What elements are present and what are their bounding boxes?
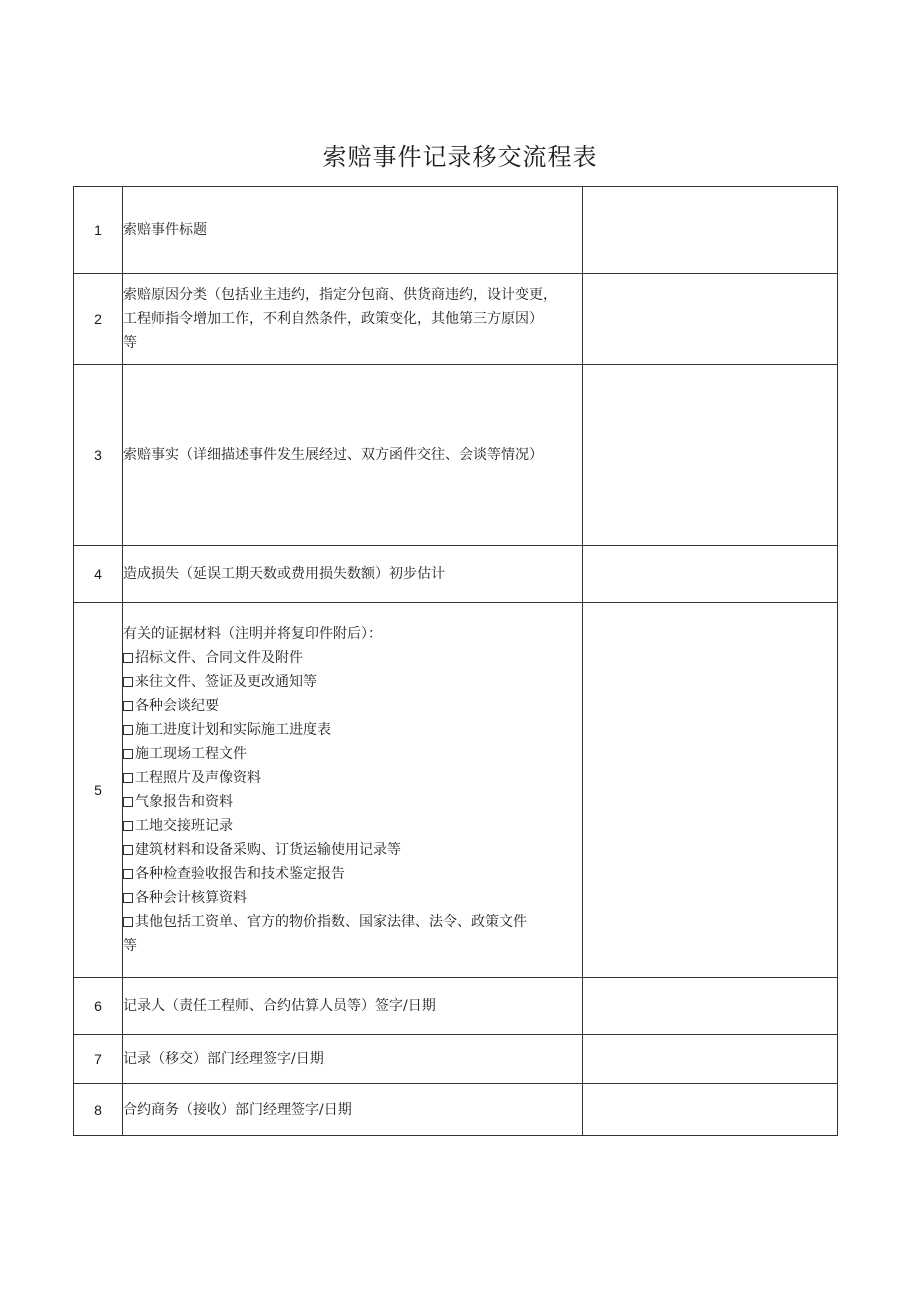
evidence-label: 各种会计核算资料 (135, 890, 247, 906)
evidence-item (123, 886, 582, 910)
row-number: 1 (74, 187, 123, 274)
table-row (74, 1084, 838, 1136)
item-text: 合约商务（接收）部门经理签字/日期 (123, 1101, 352, 1118)
evidence-item (123, 790, 582, 814)
evidence-item (123, 838, 582, 862)
checkbox[interactable] (123, 653, 133, 663)
evidence-label: 工地交接班记录 (135, 818, 233, 834)
value-field[interactable] (583, 187, 838, 274)
item-label (123, 274, 583, 365)
item-text: 索赔事件标题 (123, 222, 207, 238)
evidence-item (123, 694, 582, 718)
row-number: 5 (74, 603, 123, 978)
checkbox[interactable] (123, 917, 133, 927)
evidence-item (123, 910, 582, 934)
item-label (123, 978, 583, 1035)
item-text: 等 (123, 335, 137, 351)
table-row (74, 603, 838, 978)
checkbox[interactable] (123, 725, 133, 735)
record-table (73, 186, 838, 1136)
checkbox[interactable] (123, 845, 133, 855)
evidence-label: 施工进度计划和实际施工进度表 (135, 722, 331, 738)
table-row (74, 1035, 838, 1084)
evidence-label: 施工现场工程文件 (135, 746, 247, 762)
table-row (74, 365, 838, 546)
item-text: 记录人（责任工程师、合约估算人员等）签字/日期 (123, 998, 436, 1014)
evidence-heading: 有关的证据材料（注明并将复印件附后）： (123, 626, 382, 642)
evidence-item (123, 718, 582, 742)
checkbox[interactable] (123, 893, 133, 903)
evidence-item (123, 646, 582, 670)
evidence-item (123, 670, 582, 694)
checkbox[interactable] (123, 773, 133, 783)
evidence-list (123, 646, 582, 934)
row-number: 6 (74, 978, 123, 1035)
item-text: 索赔事实（详细描述事件发生展经过、双方函件交往、会谈等情况） (123, 447, 543, 463)
evidence-label: 气象报告和资料 (135, 794, 233, 810)
evidence-item (123, 766, 582, 790)
evidence-label: 招标文件、合同文件及附件 (135, 650, 303, 666)
value-field[interactable] (583, 1035, 838, 1084)
value-field[interactable] (583, 546, 838, 603)
item-label (123, 187, 583, 274)
evidence-item (123, 742, 582, 766)
item-text: 工程师指令增加工作，不利自然条件，政策变化，其他第三方原因） (123, 311, 543, 327)
checkbox[interactable] (123, 821, 133, 831)
item-label (123, 603, 583, 978)
value-field[interactable] (583, 274, 838, 365)
item-text: 造成损失（延误工期天数或费用损失数额）初步估计 (123, 566, 445, 582)
item-text: 记录（移交）部门经理签字/日期 (123, 1051, 324, 1067)
evidence-label: 其他包括工资单、官方的物价指数、国家法律、法令、政策文件 (135, 914, 527, 930)
item-label (123, 365, 583, 546)
table-row (74, 187, 838, 274)
value-field[interactable] (583, 603, 838, 978)
evidence-label: 工程照片及声像资料 (135, 770, 261, 786)
evidence-item (123, 814, 582, 838)
table-row (74, 978, 838, 1035)
item-text: 索赔原因分类（包括业主违约，指定分包商、供货商违约，设计变更， (123, 287, 557, 303)
evidence-label: 各种会谈纪要 (135, 698, 219, 714)
checkbox[interactable] (123, 749, 133, 759)
row-number: 3 (74, 365, 123, 546)
evidence-label: 来往文件、签证及更改通知等 (135, 674, 317, 690)
item-label (123, 1035, 583, 1084)
row-number: 7 (74, 1035, 123, 1084)
row-number: 2 (74, 274, 123, 365)
row-number: 4 (74, 546, 123, 603)
checkbox[interactable] (123, 869, 133, 879)
checkbox[interactable] (123, 797, 133, 807)
table-row (74, 274, 838, 365)
item-text: 等 (123, 938, 137, 954)
evidence-label: 建筑材料和设备采购、订货运输使用记录等 (135, 842, 401, 858)
evidence-item (123, 862, 582, 886)
page-title: 索赔事件记录移交流程表 (322, 143, 598, 171)
row-number: 8 (74, 1084, 123, 1136)
item-label (123, 1084, 583, 1136)
checkbox[interactable] (123, 701, 133, 711)
value-field[interactable] (583, 1084, 838, 1136)
checkbox[interactable] (123, 677, 133, 687)
table-row (74, 546, 838, 603)
value-field[interactable] (583, 365, 838, 546)
value-field[interactable] (583, 978, 838, 1035)
item-label (123, 546, 583, 603)
evidence-label: 各种检查验收报告和技术鉴定报告 (135, 866, 345, 882)
